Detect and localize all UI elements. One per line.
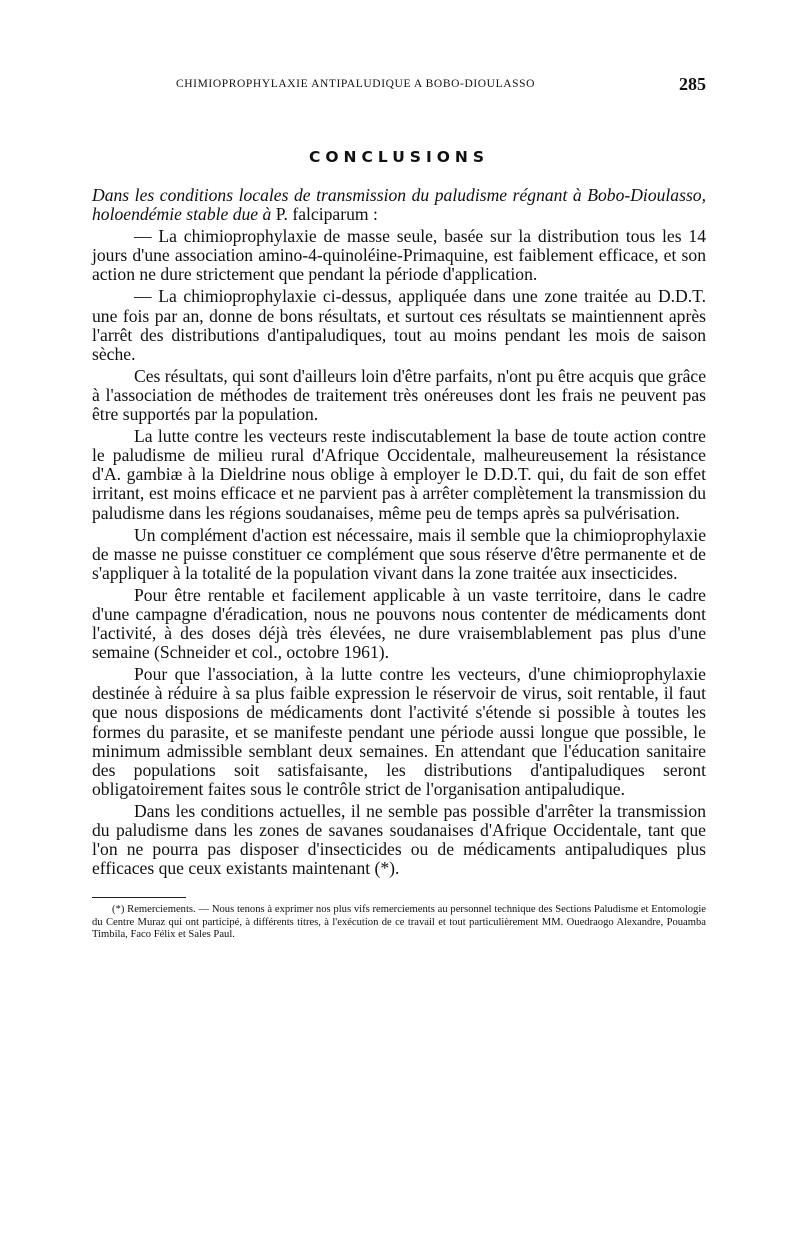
document-page xyxy=(92,74,706,942)
paragraph-6: Pour être rentable et facilement applicable à un vaste territoire, dans le cadre d'une campagne d'éradication, nous ne pouvons nous contenter de médicaments dont l'activité, à des doses déjà très élevées, ne dure vraisemblablement pas plus d'une semaine (Schneider et col., octobre 1961). xyxy=(92,584,706,663)
body-content xyxy=(92,186,706,878)
footnote: (*) Remerciements. — Nous tenons à exprimer nos plus vifs remerciements au personnel technique des Sections Paludisme et Entomologie du Centre Muraz qui ont participé, à différents titres, à l'exécution de ce travail et tout particulièrement MM. Ouedraogo Alexandre, Pouamba Timbila, Faco Félix et Sales Paul. xyxy=(92,904,706,941)
paragraph-7: Pour que l'association, à la lutte contre les vecteurs, d'une chimioprophylaxie destinée à réduire à sa plus faible expression le réservoir de virus, soit rentable, il faut que nous disposions de médicaments dont l'activité s'étende si possible à toutes les formes du parasite, et se manifeste pendant une période aussi longue que possible, le minimum admissible semblant deux semaines. En attendant que l'éducation sanitaire des populations soit satisfaisante, les distributions d'antipaludiques seront obligatoirement faites sous le contrôle strict de l'organisation antipaludique. xyxy=(92,664,706,799)
intro-italic-text: Dans les conditions locales de transmission du paludisme régnant à Bobo-Dioulasso, holoendémie stable due à xyxy=(92,185,706,225)
intro-paragraph xyxy=(92,186,706,224)
paragraph-1: — La chimioprophylaxie de masse seule, basée sur la distribution tous les 14 jours d'une association amino-4-quinoléine-Primaquine, est faiblement efficace, et son action ne dure strictement que pendant la période d'application. xyxy=(92,226,706,285)
paragraph-5: Un complément d'action est nécessaire, mais il semble que la chimioprophylaxie de masse ne puisse constituer ce complément que sous réserve d'être permanente et de s'appliquer à la totalité de la population vivant dans la zone traitée aux insecticides. xyxy=(92,524,706,583)
paragraph-3: Ces résultats, qui sont d'ailleurs loin d'être parfaits, n'ont pu être acquis que grâce à l'association de méthodes de traitement très onéreuses dont les frais ne peuvent pas être supportés par la population. xyxy=(92,365,706,425)
paragraph-4: La lutte contre les vecteurs reste indiscutablement la base de toute action contre le paludisme de milieu rural d'Afrique Occidentale, malheureusement la résistance d'A. gambiæ à la Dieldrine nous oblige à employer le D.D.T. qui, du fait de son effet irritant, est moins efficace et ne parvient pas à arrêter complètement la transmission du paludisme dans les régions soudanaises, même peu de temps après sa pulvérisation. xyxy=(92,426,706,523)
page-number: 285 xyxy=(679,74,706,94)
intro-roman-text: P. falciparum : xyxy=(275,204,378,225)
paragraph-2: — La chimioprophylaxie ci-dessus, appliquée dans une zone traitée au D.D.T. une fois par an, donne de bons résultats, et surtout ces résultats se maintiennent après l'arrêt des distributions d'antipaludiques, tout au moins pendant les mois de saison sèche. xyxy=(92,286,706,364)
footnote-divider xyxy=(92,897,186,898)
running-title: CHIMIOPROPHYLAXIE ANTIPALUDIQUE A BOBO-DIOULASSO xyxy=(176,78,536,90)
running-header xyxy=(92,74,706,100)
section-title: CONCLUSIONS xyxy=(308,148,490,166)
paragraph-8: Dans les conditions actuelles, il ne semble pas possible d'arrêter la transmission du paludisme dans les zones de savanes soudanaises d'Afrique Occidentale, tant que l'on ne pourra pas disposer d'insecticides ou de médicaments antipaludiques plus efficaces que ceux existants maintenant (*). xyxy=(92,800,706,879)
